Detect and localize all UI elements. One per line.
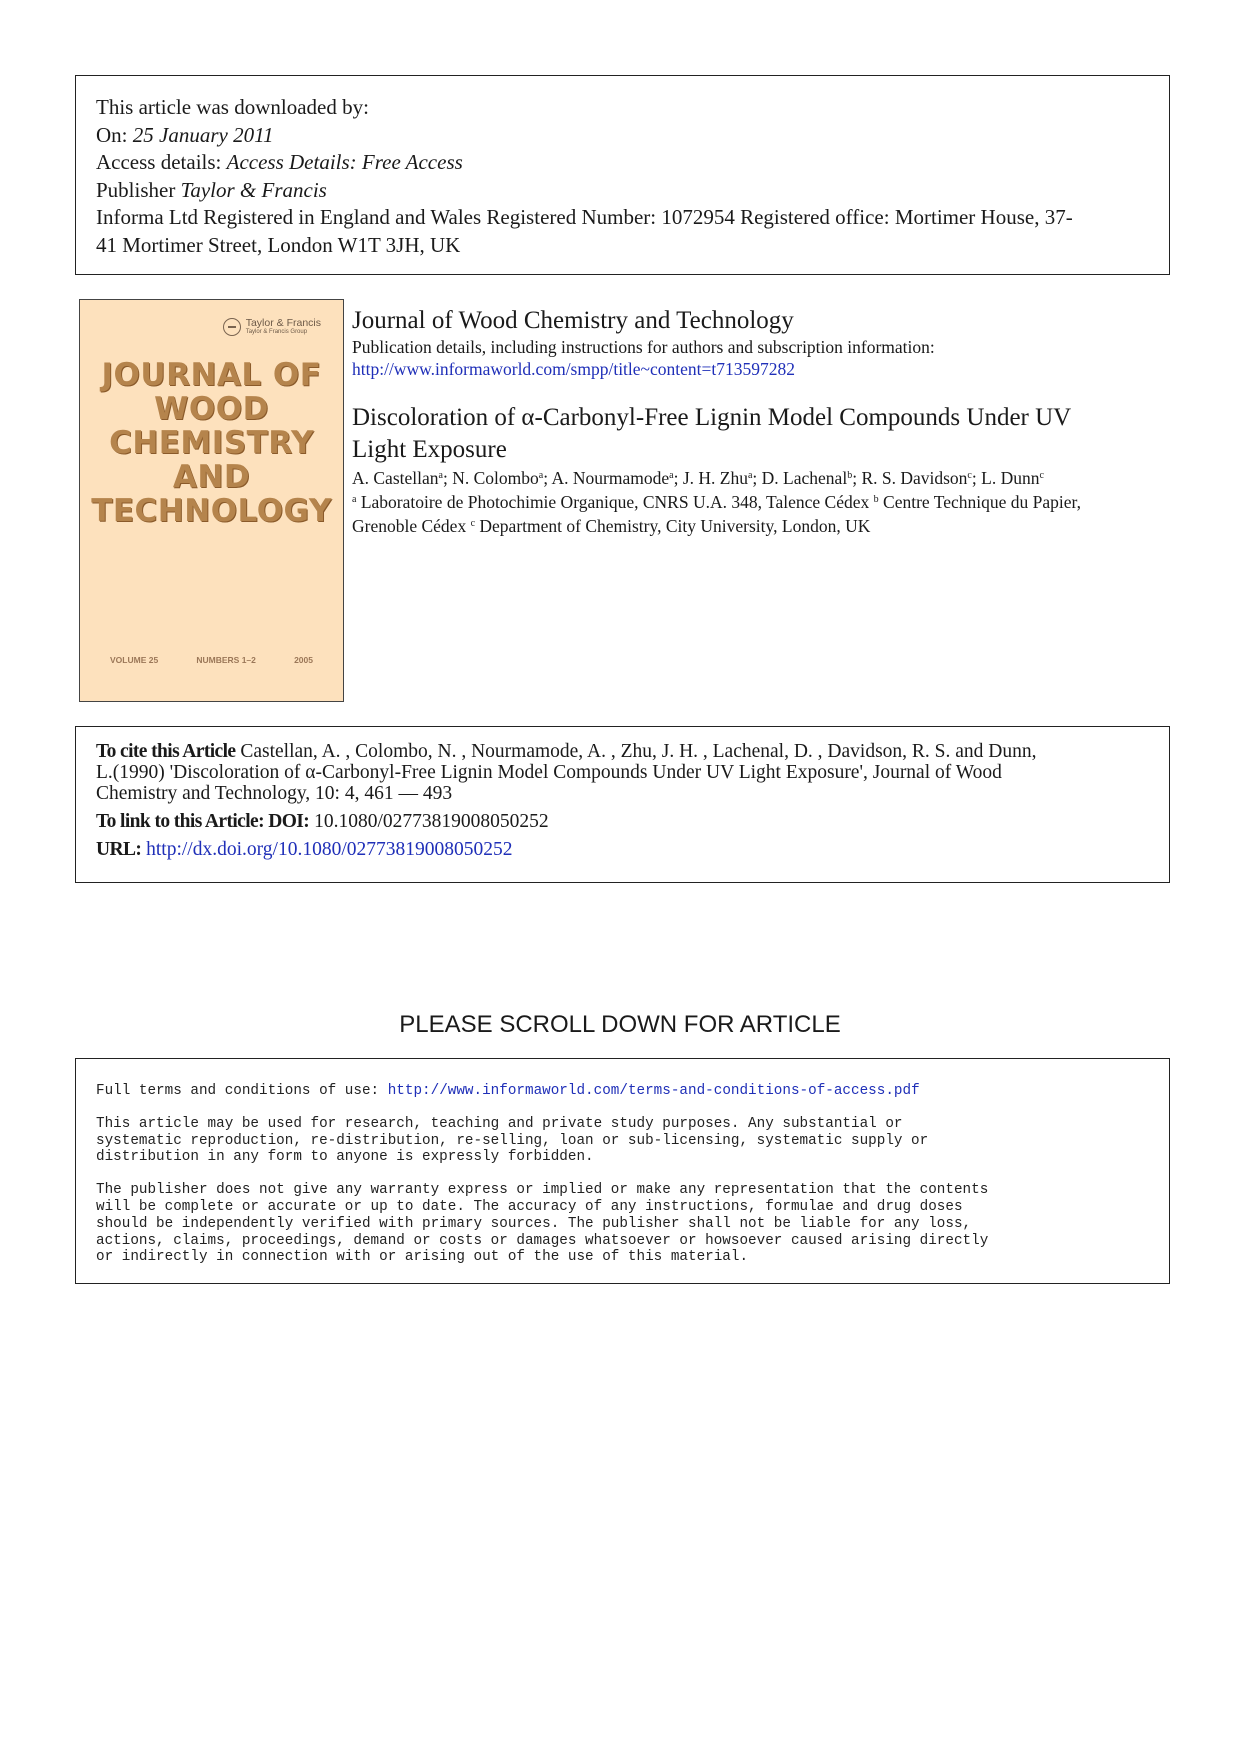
cover-title-line: WOOD <box>154 391 269 427</box>
article-title <box>352 402 1172 466</box>
cite-line-1 <box>96 741 1149 762</box>
on-label: On: <box>96 122 128 147</box>
author-affiliation-marker: c <box>1039 470 1044 481</box>
full-terms-label: Full terms and conditions of use: <box>96 1083 388 1099</box>
registered-line-2: 41 Mortimer Street, London W1T 3JH, UK <box>96 232 461 257</box>
doi-url-link[interactable]: http://dx.doi.org/10.1080/02773819008050252 <box>146 839 513 860</box>
cover-title-line: AND <box>172 459 251 495</box>
affiliation-line-2 <box>352 514 1172 538</box>
cite-label: To cite this Article <box>96 741 236 762</box>
terms-box <box>75 1058 1170 1284</box>
author-affiliation-marker: a <box>438 470 443 481</box>
affiliation-b-part-2: Grenoble Cédex <box>352 516 467 536</box>
article-title-line-1: Discoloration of α-Carbonyl-Free Lignin Model Compounds Under UV <box>352 404 1072 431</box>
journal-cover-image <box>79 299 344 702</box>
scroll-notice: PLEASE SCROLL DOWN FOR ARTICLE <box>399 1011 841 1038</box>
citation-box <box>75 726 1170 883</box>
author-separator: ; <box>543 468 552 488</box>
downloaded-by-line: This article was downloaded by: <box>96 95 369 119</box>
author-list <box>352 466 1172 490</box>
publisher-label: Publisher <box>96 177 176 202</box>
author-name: D. Lachenal <box>761 468 848 488</box>
cite-line-3: Chemistry and Technology, 10: 4, 461 — 493 <box>96 783 453 804</box>
cover-numbers: NUMBERS 1–2 <box>196 655 256 665</box>
cover-title <box>80 358 343 528</box>
download-date-line <box>96 122 1149 150</box>
author-name: A. Nourmamode <box>551 468 670 488</box>
access-label: Access details: <box>96 150 222 174</box>
author-separator: ; <box>852 468 862 488</box>
publication-details: Publication details, including instructions for authors and subscription information: <box>352 337 935 357</box>
doi-value: 10.1080/02773819008050252 <box>314 811 549 832</box>
cover-title-line: CHEMISTRY <box>109 425 314 461</box>
author-name: A. Castellan <box>352 468 439 488</box>
terms-url-link[interactable]: http://www.informaworld.com/terms-and-conditions-of-access.pdf <box>387 1083 920 1099</box>
doi-label: To link to this Article: DOI: <box>96 811 310 832</box>
affiliation-b-marker: b <box>873 494 879 505</box>
registered-line-1: Informa Ltd Registered in England and Wales Registered Number: 1072954 Registered office: Mortimer House, 37- <box>96 205 1073 229</box>
terms-paragraph-1: This article may be used for research, teaching and private study purposes. Any substantial or systematic reproduction, re-distribution, re-selling, loan or sub-licensing, systematic supply or distribution in any form to anyone is expressly forbidden. <box>96 1115 929 1166</box>
publisher-logo-subtext: Taylor & Francis Group <box>245 329 308 335</box>
publisher-value: Taylor & Francis <box>180 177 327 202</box>
download-date: 25 January 2011 <box>132 122 274 147</box>
article-title-line-2: Light Exposure <box>352 436 507 463</box>
taylor-francis-logo-icon <box>223 318 241 336</box>
doi-line <box>96 811 1149 832</box>
author-name: N. Colombo <box>452 468 539 488</box>
access-value: Access Details: Free Access <box>226 150 463 174</box>
download-info-box <box>75 75 1170 275</box>
cover-title-line: TECHNOLOGY <box>91 493 332 529</box>
affiliation-a: Laboratoire de Photochimie Organique, CNRS U.A. 348, Talence Cédex <box>360 492 870 512</box>
cover-year: 2005 <box>294 655 313 665</box>
affiliation-c-marker: c <box>470 518 476 529</box>
journal-info <box>352 306 1172 538</box>
publisher-logo <box>223 318 321 336</box>
url-label: URL: <box>96 839 142 860</box>
full-terms-line <box>96 1083 1149 1100</box>
author-separator: ; <box>971 468 982 488</box>
affiliation-line-1 <box>352 490 1172 514</box>
cover-footer <box>110 655 313 665</box>
author-separator: ; <box>442 468 453 488</box>
author-affiliation-marker: a <box>669 470 674 481</box>
author-name: L. Dunn <box>981 468 1040 488</box>
affiliation-b-part-1: Centre Technique du Papier, <box>883 492 1081 512</box>
affiliation-a-marker: a <box>352 494 357 505</box>
access-details-line <box>96 149 1149 177</box>
cover-volume: VOLUME 25 <box>110 655 159 665</box>
cite-text-1: Castellan, A. , Colombo, N. , Nourmamode, A. , Zhu, J. H. , Lachenal, D. , Davidson, R. S. and Dunn, <box>240 741 1037 762</box>
author-affiliation-marker: a <box>538 470 544 481</box>
journal-title: Journal of Wood Chemistry and Technology <box>352 307 794 334</box>
journal-url-link[interactable]: http://www.informaworld.com/smpp/title~content=t713597282 <box>352 359 796 379</box>
author-affiliation-marker: b <box>847 470 853 481</box>
author-separator: ; <box>673 468 683 488</box>
cite-line-2: L.(1990) 'Discoloration of α-Carbonyl-Free Lignin Model Compounds Under UV Light Exposure', Journal of Wood <box>96 762 1002 783</box>
publisher-logo-text: Taylor & Francis <box>245 317 321 329</box>
author-affiliation-marker: c <box>967 470 972 481</box>
cover-title-line: JOURNAL OF <box>101 357 322 393</box>
publisher-line <box>96 177 1149 205</box>
author-affiliation-marker: a <box>747 470 753 481</box>
url-line <box>96 839 1149 860</box>
affiliations <box>352 490 1172 538</box>
author-name: J. H. Zhu <box>682 468 748 488</box>
affiliation-c: Department of Chemistry, City University, London, UK <box>479 516 871 536</box>
terms-paragraph-2: The publisher does not give any warranty express or implied or make any representation that the contents will be complete or accurate or up to date. The accuracy of any instructions, formulae and drug doses should be independently verified with primary sources. The publisher shall not be liable for any loss, actions, claims, proceedings, demand or costs or damages whatsoever or howsoever caused arising directly or indirectly in connection with or arising out of the use of this material. <box>96 1182 989 1266</box>
author-separator: ; <box>752 468 762 488</box>
author-name: R. S. Davidson <box>861 468 968 488</box>
